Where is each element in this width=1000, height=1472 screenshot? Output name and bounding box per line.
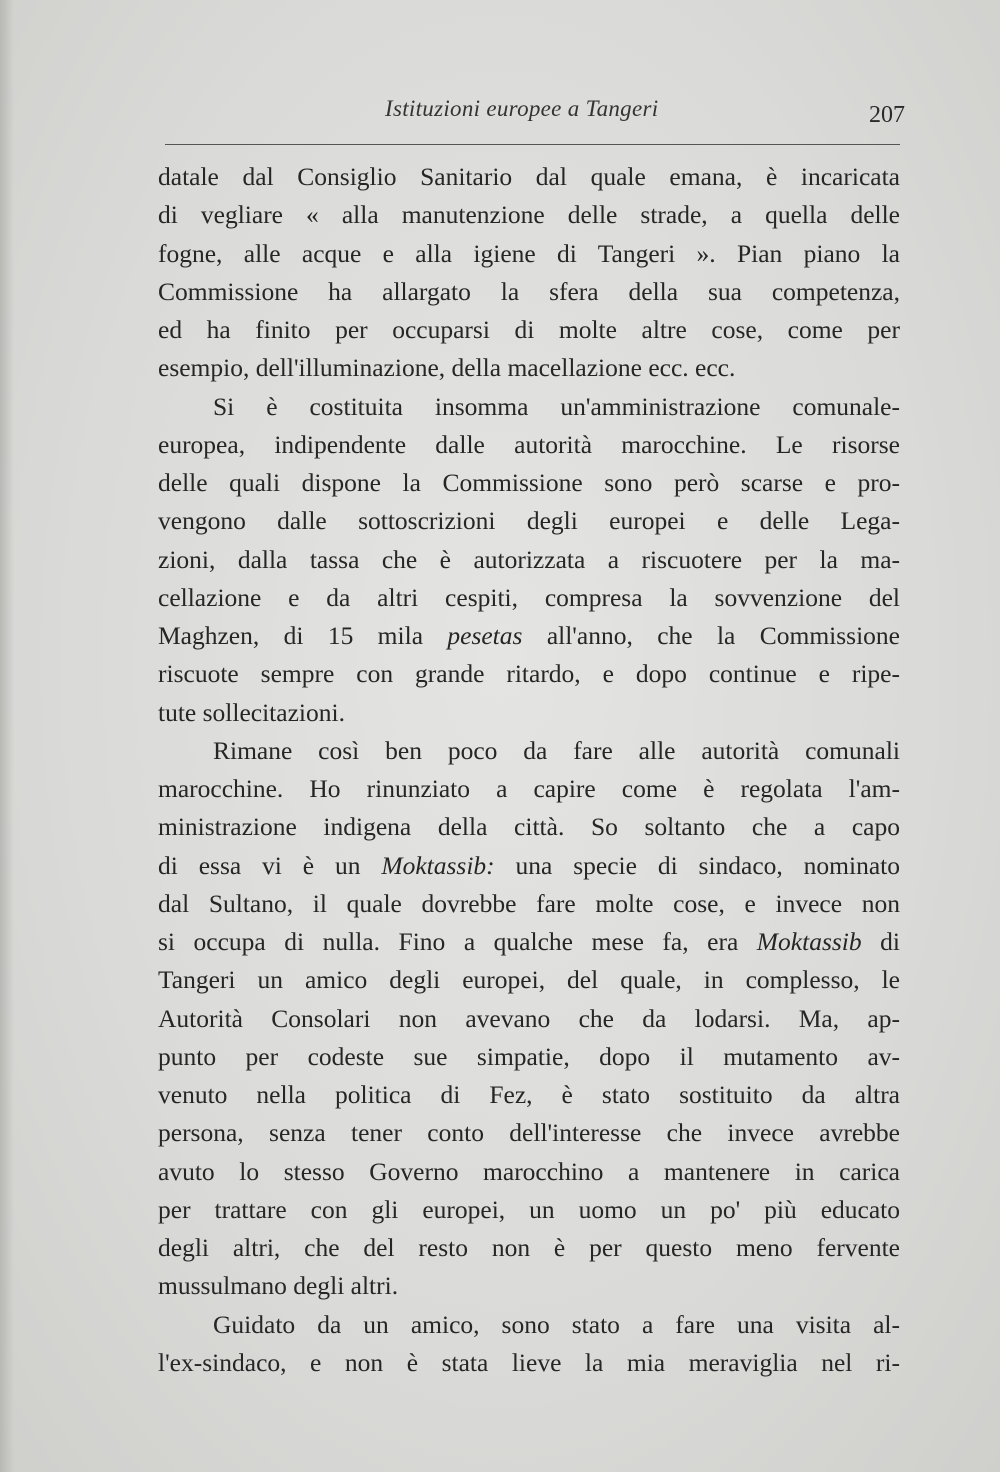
text-line: marocchine. Ho rinunziato a capire come è regolata l'am- bbox=[158, 774, 900, 803]
text-line bbox=[158, 923, 900, 961]
text-line: esempio, dell'illuminazione, della macellazione ecc. ecc. bbox=[158, 353, 736, 383]
text-line: degli altri, che del resto non è per questo meno fervente bbox=[158, 1233, 900, 1262]
text-line: Commissione ha allargato la sfera della sua competenza, bbox=[158, 276, 900, 306]
text-line: vengono dalle sottoscrizioni degli europei e delle Lega- bbox=[158, 506, 900, 536]
italic-term: Moktassib bbox=[756, 927, 862, 956]
text-line: dal Sultano, il quale dovrebbe fare molte cose, e invece non bbox=[158, 888, 900, 918]
page-number: 207 bbox=[869, 102, 905, 128]
text-line: fogne, alle acque e alla igiene di Tangeri ». Pian piano la bbox=[158, 238, 900, 268]
text-line: Si è costituita insomma un'amministrazione comunale- bbox=[213, 391, 900, 421]
text-line: zioni, dalla tassa che è autorizzata a riscuotere per la ma- bbox=[158, 544, 900, 574]
text-line: punto per codeste sue simpatie, dopo il mutamento av- bbox=[158, 1041, 900, 1071]
text-line: datale dal Consiglio Sanitario dal quale emana, è incaricata bbox=[158, 162, 900, 191]
text-line: venuto nella politica di Fez, è stato sostituito da altra bbox=[158, 1080, 900, 1109]
text-line: persona, senza tener conto dell'interesse che invece avrebbe bbox=[158, 1118, 900, 1148]
text-segment: si occupa di nulla. Fino a qualche mese fa, era bbox=[158, 927, 757, 956]
text-line: avuto lo stesso Governo marocchino a mantenere in carica bbox=[158, 1156, 900, 1186]
text-line: Rimane così ben poco da fare alle autorità comunali bbox=[213, 735, 900, 765]
text-segment: Maghzen, di 15 mila bbox=[158, 621, 448, 650]
text-line bbox=[158, 617, 900, 655]
italic-term: Moktassib: bbox=[381, 850, 495, 880]
text-line: mussulmano degli altri. bbox=[158, 1271, 399, 1301]
text-line: tute sollecitazioni. bbox=[158, 697, 345, 727]
text-line: Autorità Consolari non avevano che da lodarsi. Ma, ap- bbox=[158, 1003, 900, 1033]
text-line: riscuote sempre con grande ritardo, e dopo continue e ripe- bbox=[158, 659, 900, 689]
text-segment: di bbox=[861, 927, 900, 956]
text-line: ministrazione indigena della città. So soltanto che a capo bbox=[158, 812, 900, 842]
running-title: Istituzioni europee a Tangeri bbox=[385, 96, 659, 121]
text-line: europea, indipendente dalle autorità marocchine. Le risorse bbox=[158, 429, 900, 459]
text-segment: una specie di sindaco, nominato bbox=[494, 850, 900, 880]
text-line: ed ha finito per occuparsi di molte altre cose, come per bbox=[158, 315, 900, 344]
body-text bbox=[158, 158, 900, 1382]
text-line: l'ex-sindaco, e non è stata lieve la mia meraviglia nel ri- bbox=[158, 1347, 900, 1377]
text-line bbox=[158, 847, 900, 885]
page-header bbox=[165, 96, 905, 136]
text-line: cellazione e da altri cespiti, compresa la sovvenzione del bbox=[158, 582, 900, 612]
text-line: delle quali dispone la Commissione sono però scarse e pro- bbox=[158, 468, 900, 497]
page-edge-shadow bbox=[0, 0, 14, 1472]
text-line: Guidato da un amico, sono stato a fare una visita al- bbox=[213, 1309, 900, 1339]
text-segment: all'anno, che la Commissione bbox=[522, 621, 900, 650]
italic-term: pesetas bbox=[447, 621, 523, 650]
text-line: di vegliare « alla manutenzione delle strade, a quella delle bbox=[158, 200, 900, 230]
header-rule bbox=[165, 144, 900, 145]
text-segment: di essa vi è un bbox=[158, 850, 382, 880]
text-line: Tangeri un amico degli europei, del quale, in complesso, le bbox=[158, 965, 900, 995]
text-line: per trattare con gli europei, un uomo un po' più educato bbox=[158, 1194, 900, 1224]
